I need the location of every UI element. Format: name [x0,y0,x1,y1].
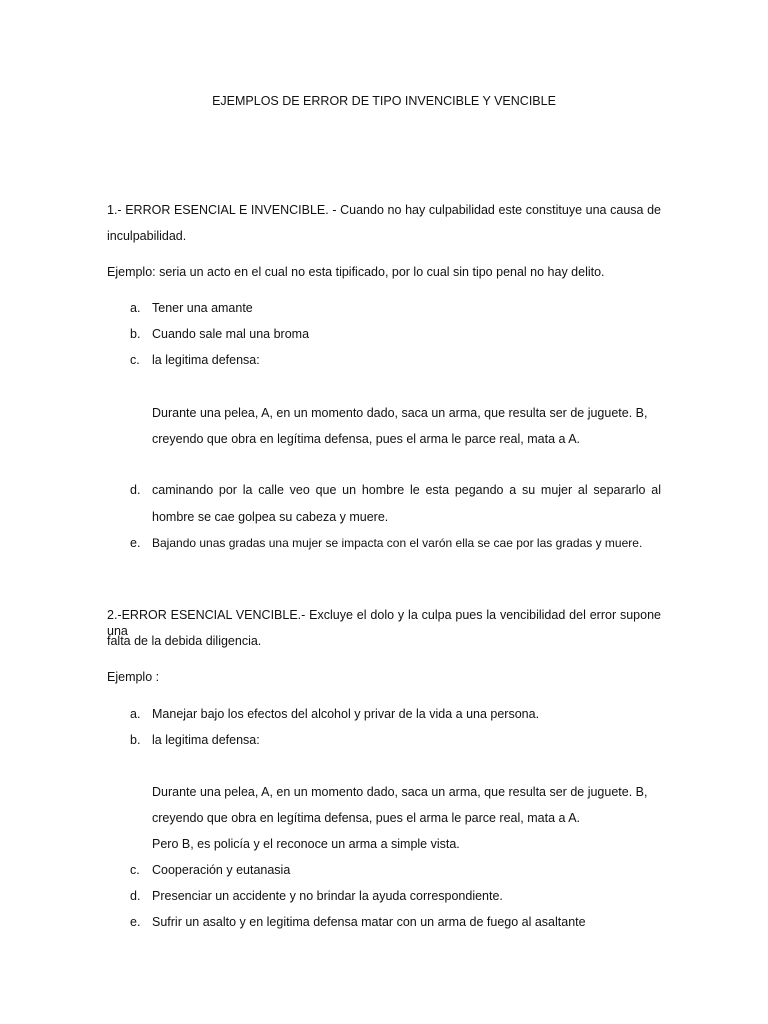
list-item: Cooperación y eutanasia [152,863,291,877]
list-item: Tener una amante [152,301,253,315]
list-marker: e. [130,536,141,550]
document-title: EJEMPLOS DE ERROR DE TIPO INVENCIBLE Y VENCIBLE [212,94,556,108]
list-marker: a. [130,707,141,721]
section2-heading-cont: falta de la debida diligencia. [107,634,262,648]
list-marker: c. [130,353,140,367]
section1-heading-cont: inculpabilidad. [107,229,187,243]
example-paragraph: Durante una pelea, A, en un momento dado, saca un arma, que resulta ser de juguete. B, [152,785,648,799]
list-item: Bajando unas gradas una mujer se impacta con el varón ella se cae por las gradas y muere. [152,536,643,550]
list-marker: d. [130,483,141,497]
list-marker: e. [130,915,141,929]
list-item: Presenciar un accidente y no brindar la ayuda correspondiente. [152,889,503,903]
section1-heading: 1.- ERROR ESENCIAL E INVENCIBLE. - Cuando no hay culpabilidad este constituye una causa de [107,203,661,217]
section1-example: Ejemplo: seria un acto en el cual no esta tipificado, por lo cual sin tipo penal no hay delito. [107,265,605,279]
list-item: Sufrir un asalto y en legitima defensa matar con un arma de fuego al asaltante [152,915,586,929]
example-paragraph-cont: Pero B, es policía y el reconoce un arma a simple vista. [152,837,460,851]
list-item: caminando por la calle veo que un hombre le esta pegando a su mujer al separarlo al [152,483,661,497]
list-item-cont: hombre se cae golpea su cabeza y muere. [152,510,389,524]
section2-heading: 2.-ERROR ESENCIAL VENCIBLE.- Excluye el dolo y la culpa pues la vencibilidad del error supone una [107,608,661,638]
list-item: Cuando sale mal una broma [152,327,310,341]
list-item: la legitima defensa: [152,353,260,367]
list-item: Manejar bajo los efectos del alcohol y privar de la vida a una persona. [152,707,540,721]
list-marker: a. [130,301,141,315]
list-marker: d. [130,889,141,903]
example-paragraph-cont: creyendo que obra en legítima defensa, pues el arma le parce real, mata a A. [152,432,581,446]
section2-example: Ejemplo : [107,670,160,684]
list-marker: c. [130,863,140,877]
list-marker: b. [130,327,141,341]
list-marker: b. [130,733,141,747]
list-item: la legitima defensa: [152,733,260,747]
example-paragraph: Durante una pelea, A, en un momento dado, saca un arma, que resulta ser de juguete. B, [152,406,648,420]
example-paragraph-cont: creyendo que obra en legítima defensa, pues el arma le parce real, mata a A. [152,811,581,825]
